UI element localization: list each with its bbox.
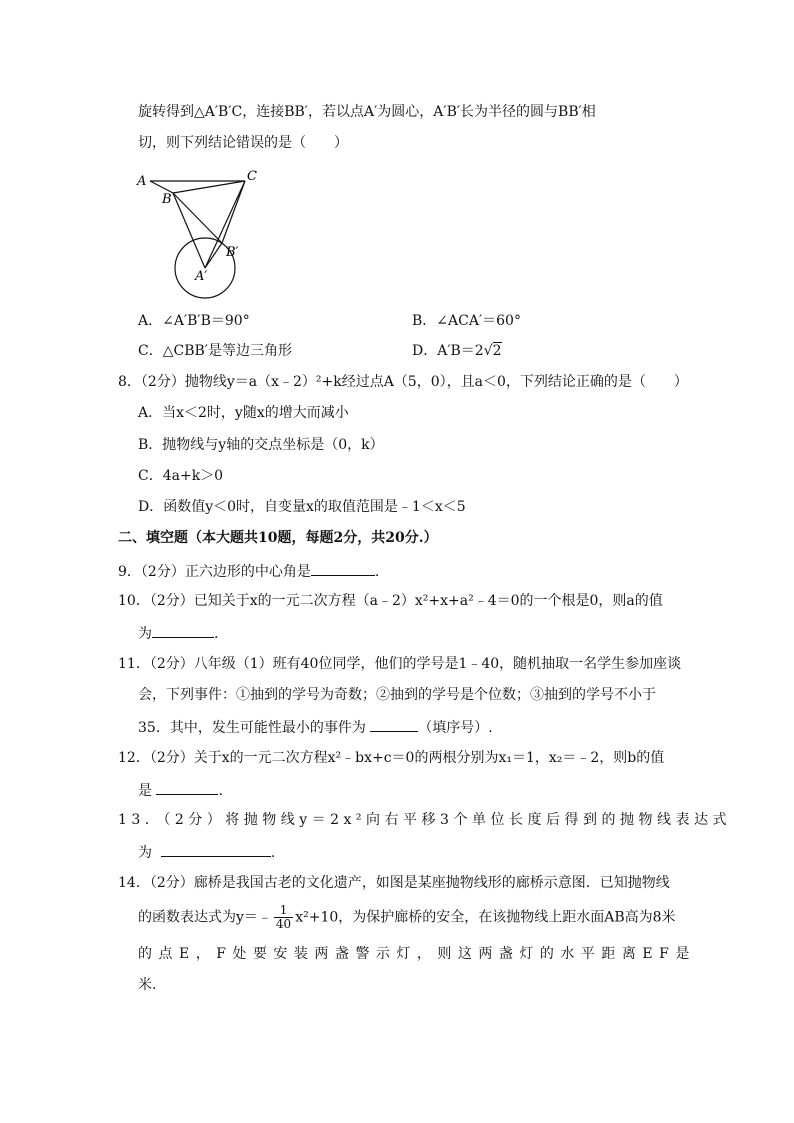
section-heading-fill-in: 二、填空题（本大题共10题，每题2分，共20分.） xyxy=(118,530,438,546)
q8-option-a: A．当x＜2时，y随x的增大而减小 xyxy=(138,405,349,421)
fraction-denominator: 40 xyxy=(275,917,292,931)
q10-line1: 10．（2分）已知关于x的一元二次方程（a﹣2）x²+x+a²﹣4＝0的一个根是0，则a的值 xyxy=(118,593,663,609)
q12-line2 xyxy=(138,779,223,801)
q12-prefix: 是 xyxy=(138,783,152,799)
q11-end: （填序号）. xyxy=(418,720,493,736)
q14-line4: 米. xyxy=(138,977,157,993)
label-a-prime: A′ xyxy=(195,269,208,284)
q13-line1: 13．（2分）将抛物线y＝2x²向右平移3个单位长度后得到的抛物线表达式 xyxy=(118,812,731,828)
q8-option-b: B．抛物线与y轴的交点坐标是（0，k） xyxy=(138,437,384,453)
q8-option-c: C．4a+k＞0 xyxy=(138,468,224,484)
q9-line xyxy=(118,560,379,582)
q7-option-d xyxy=(412,341,502,361)
q13-prefix: 为 xyxy=(138,845,152,861)
q9-text: 9．（2分）正六边形的中心角是 xyxy=(118,564,311,580)
q13-line2 xyxy=(138,841,275,863)
q9-answer-blank[interactable] xyxy=(311,560,375,576)
q9-end: . xyxy=(374,564,380,580)
segment-bb-prime xyxy=(173,193,222,243)
q14-line2 xyxy=(138,904,676,931)
q14-line2-b: x²+10，为保护廊桥的安全，在该抛物线上距水面AB高为8米 xyxy=(295,909,676,926)
q11-line3 xyxy=(138,716,493,738)
q11-text: 35．其中，发生可能性最小的事件为 xyxy=(138,720,366,736)
q7-option-b: B．∠ACA′＝60° xyxy=(412,313,521,329)
label-b-prime: B′ xyxy=(226,245,239,260)
fraction-numerator: 1 xyxy=(274,904,293,918)
q10-answer-blank[interactable] xyxy=(152,622,214,638)
q14-line3: 的点E，F处要安装两盏警示灯，则这两盏灯的水平距离EF是 xyxy=(138,946,696,962)
q10-end: . xyxy=(214,626,219,642)
q13-end: . xyxy=(270,845,276,861)
q7-option-a: A．∠A′B′B＝90° xyxy=(138,313,250,329)
q12-line1: 12．（2分）关于x的一元二次方程x²﹣bx+c＝0的两根分别为x₁＝1，x₂＝﹣2，则b的值 xyxy=(118,750,665,766)
q7-stem-line2: 切，则下列结论错误的是（ ） xyxy=(138,135,348,151)
q14-line2-a: 的函数表达式为y＝﹣ xyxy=(138,909,272,926)
segment-cb-prime xyxy=(222,181,245,243)
q12-answer-blank[interactable] xyxy=(156,779,218,795)
label-a: A xyxy=(137,174,147,189)
label-b: B xyxy=(162,192,172,207)
q7-option-d-text: D．A′B＝2 xyxy=(412,343,484,359)
q10-prefix: 为 xyxy=(138,626,152,642)
label-c: C xyxy=(247,169,257,184)
segment-ca-prime xyxy=(205,181,245,268)
q12-end: . xyxy=(218,783,223,799)
q11-line2: 会，下列事件：①抽到的学号为奇数；②抽到的学号是个位数；③抽到的学号不小于 xyxy=(138,687,656,703)
q8-option-d: D．函数值y＜0时，自变量x的取值范围是﹣1＜x＜5 xyxy=(138,499,466,515)
segment-a-prime-b-prime xyxy=(205,243,222,268)
q10-line2 xyxy=(138,622,218,644)
segment-bc xyxy=(173,181,245,193)
q13-answer-blank[interactable] xyxy=(161,841,271,857)
q11-answer-blank[interactable] xyxy=(370,716,418,732)
q7-option-c: C．△CBB′是等边三角形 xyxy=(138,343,292,359)
q11-line1: 11．（2分）八年级（1）班有40位同学，他们的学号是1﹣40，随机抽取一名学生参加座谈 xyxy=(118,656,682,672)
sqrt-symbol: √ xyxy=(483,343,493,359)
q14-line1: 14．（2分）廊桥是我国古老的文化遗产，如图是某座抛物线形的廊桥示意图．已知抛物线 xyxy=(118,875,670,891)
fraction xyxy=(274,904,293,931)
sqrt-radicand: 2 xyxy=(492,343,502,359)
q8-stem: 8．（2分）抛物线y＝a（x﹣2）²+k经过点A（5，0），且a＜0，下列结论正确的是（ ） xyxy=(118,374,688,390)
q7-stem-line1: 旋转得到△A′B′C，连接BB′，若以点A′为圆心，A′B′长为半径的圆与BB′相 xyxy=(138,104,596,120)
q7-geometry-figure xyxy=(130,162,270,302)
